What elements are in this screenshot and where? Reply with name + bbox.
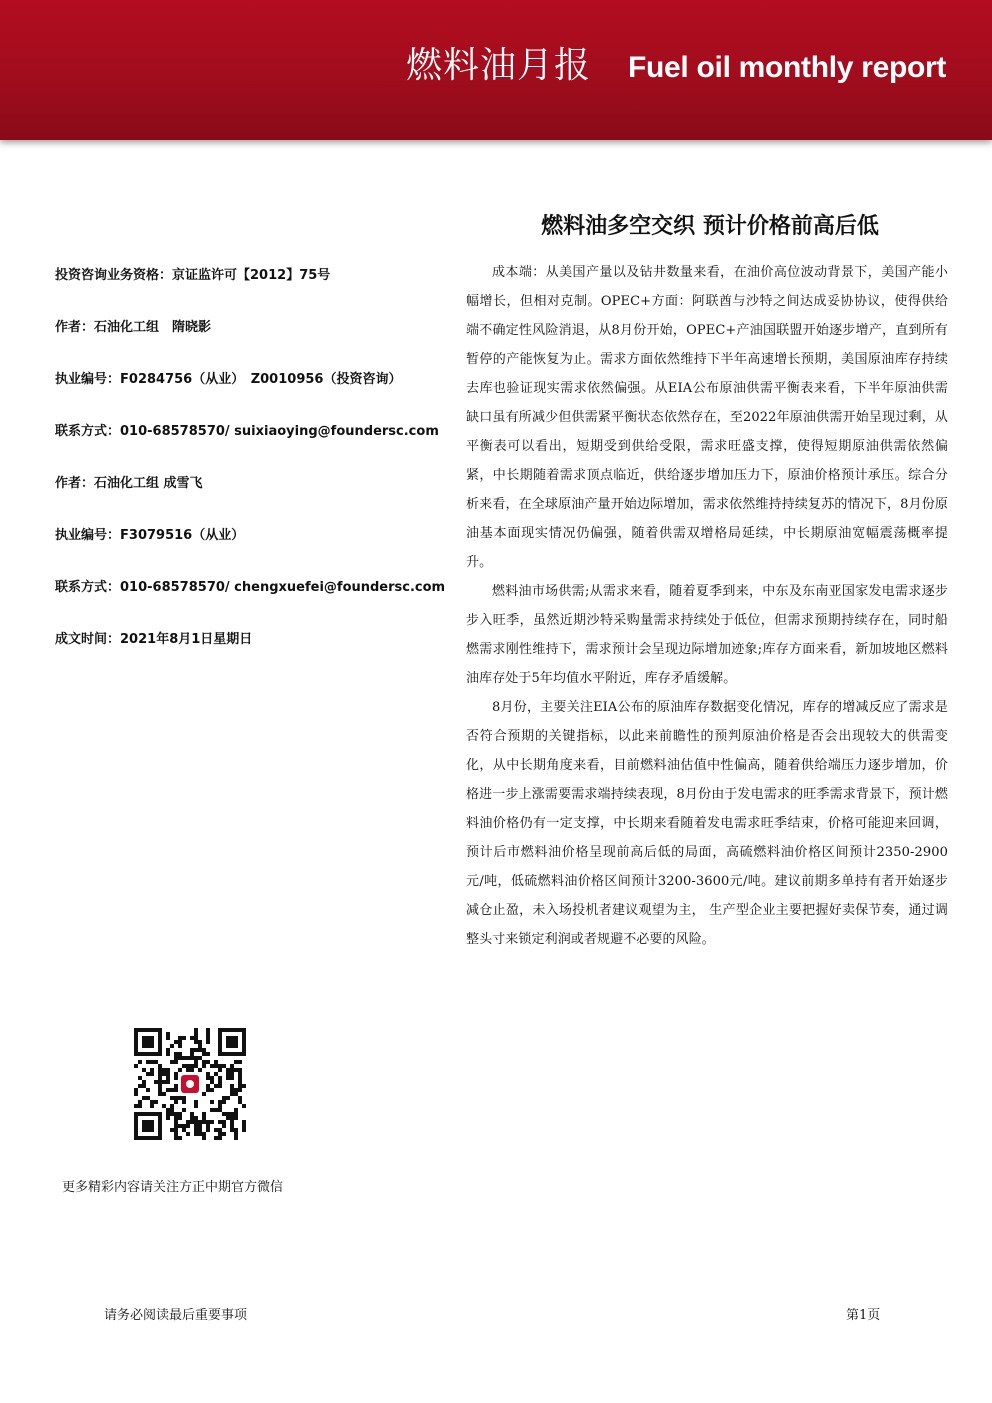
- license-row: [55, 362, 455, 414]
- info-label: 执业编号：: [55, 372, 121, 387]
- info-value: F0284756（从业） Z0010956（投资咨询）: [120, 372, 402, 387]
- info-value: 2021年8月1日星期日: [120, 632, 253, 647]
- date-row: [55, 622, 455, 674]
- info-label: 执业编号：: [55, 528, 121, 543]
- info-label: 作者：: [55, 320, 95, 335]
- qualification-row: [55, 258, 455, 310]
- info-value: 京证监许可【2012】75号: [172, 268, 331, 283]
- info-label: 成文时间：: [55, 632, 121, 647]
- article-body: [466, 258, 948, 954]
- article-paragraph: 成本端：从美国产量以及钻井数量来看，在油价高位波动背景下，美国产能小幅增长，但相对克制。OPEC+方面：阿联酋与沙特之间达成妥协协议，使得供给端不确定性风险消退，从8月份开始，OPEC+产油国联盟开始逐步增产，直到所有暂停的产能恢复为止。需求方面依然维持下半年高速增长预期，美国原油库存持续去库也验证现实需求依然偏强。从EIA公布原油供需平衡表来看，下半年原油供需缺口虽有所减少但供需紧平衡状态依然存在，至2022年原油供需开始呈现过剩，从平衡表可以看出，短期受到供给受限，需求旺盛支撑，使得短期原油供需依然偏紧，中长期随着需求顶点临近，供给逐步增加压力下，原油价格预计承压。综合分析来看，在全球原油产量开始边际增加，需求依然维持持续复苏的情况下，8月份原油基本面现实情况仍偏强，随着供需双增格局延续，中长期原油宽幅震荡概率提升。: [466, 265, 948, 570]
- info-value: 石油化工组 隋晓影: [94, 320, 212, 335]
- license-row: [55, 518, 455, 570]
- contact-row: [55, 570, 455, 622]
- info-label: 作者：: [55, 476, 95, 491]
- disclaimer-notice: 请务必阅读最后重要事项: [104, 1308, 248, 1323]
- author-row: [55, 310, 455, 362]
- article-paragraph: 8月份，主要关注EIA公布的原油库存数据变化情况，库存的增减反应了需求是否符合预期的关键指标，以此来前瞻性的预判原油价格是否会出现较大的供需变化，从中长期角度来看，目前燃料油估值中性偏高，随着供给端压力逐步增加，价格进一步上涨需要需求端持续表现，8月份由于发电需求的旺季需求背景下，预计燃料油价格仍有一定支撑，中长期来看随着发电需求旺季结束，价格可能迎来回调，预计后市燃料油价格呈现前高后低的局面，高硫燃料油价格区间预计2350-2900元/吨，低硫燃料油价格区间预计3200-3600元/吨。建议前期多单持有者开始逐步减仓止盈，未入场投机者建议观望为主， 生产型企业主要把握好卖保节奏，通过调整头寸来锁定利润或者规避不必要的风险。: [466, 700, 948, 947]
- article-paragraph: 燃料油市场供需;从需求来看，随着夏季到来，中东及东南亚国家发电需求逐步步入旺季，虽然近期沙特采购量需求持续处于低位，但需求预期持续存在，同时船燃需求刚性维持下，需求预计会呈现边际增加迹象;库存方面来看，新加坡地区燃料油库存处于5年均值水平附近，库存矛盾缓解。: [466, 584, 948, 686]
- info-value: 石油化工组 成雪飞: [94, 476, 203, 491]
- header-banner: [0, 0, 992, 140]
- info-label: 联系方式：: [55, 580, 121, 595]
- contact-row: [55, 414, 455, 466]
- report-title-cn: 燃料油月报: [406, 45, 592, 86]
- author-row: [55, 466, 455, 518]
- article-title: 燃料油多空交织 预计价格前高后低: [541, 214, 879, 239]
- contact-email-link[interactable]: 010-68578570/ chengxuefei@foundersc.com: [120, 580, 446, 595]
- info-label: 投资咨询业务资格：: [55, 268, 173, 283]
- qr-caption: 更多精彩内容请关注方正中期官方微信: [62, 1180, 284, 1195]
- contact-email-link[interactable]: 010-68578570/ suixiaoying@foundersc.com: [120, 424, 439, 439]
- qr-code-icon: [134, 1028, 246, 1140]
- info-value: F3079516（从业）: [120, 528, 245, 543]
- info-label: 联系方式：: [55, 424, 121, 439]
- page-number: 第1页: [846, 1308, 881, 1323]
- report-title-en: Fuel oil monthly report: [628, 51, 947, 84]
- author-info: [55, 258, 455, 674]
- qr-code-graphic: [134, 1028, 246, 1140]
